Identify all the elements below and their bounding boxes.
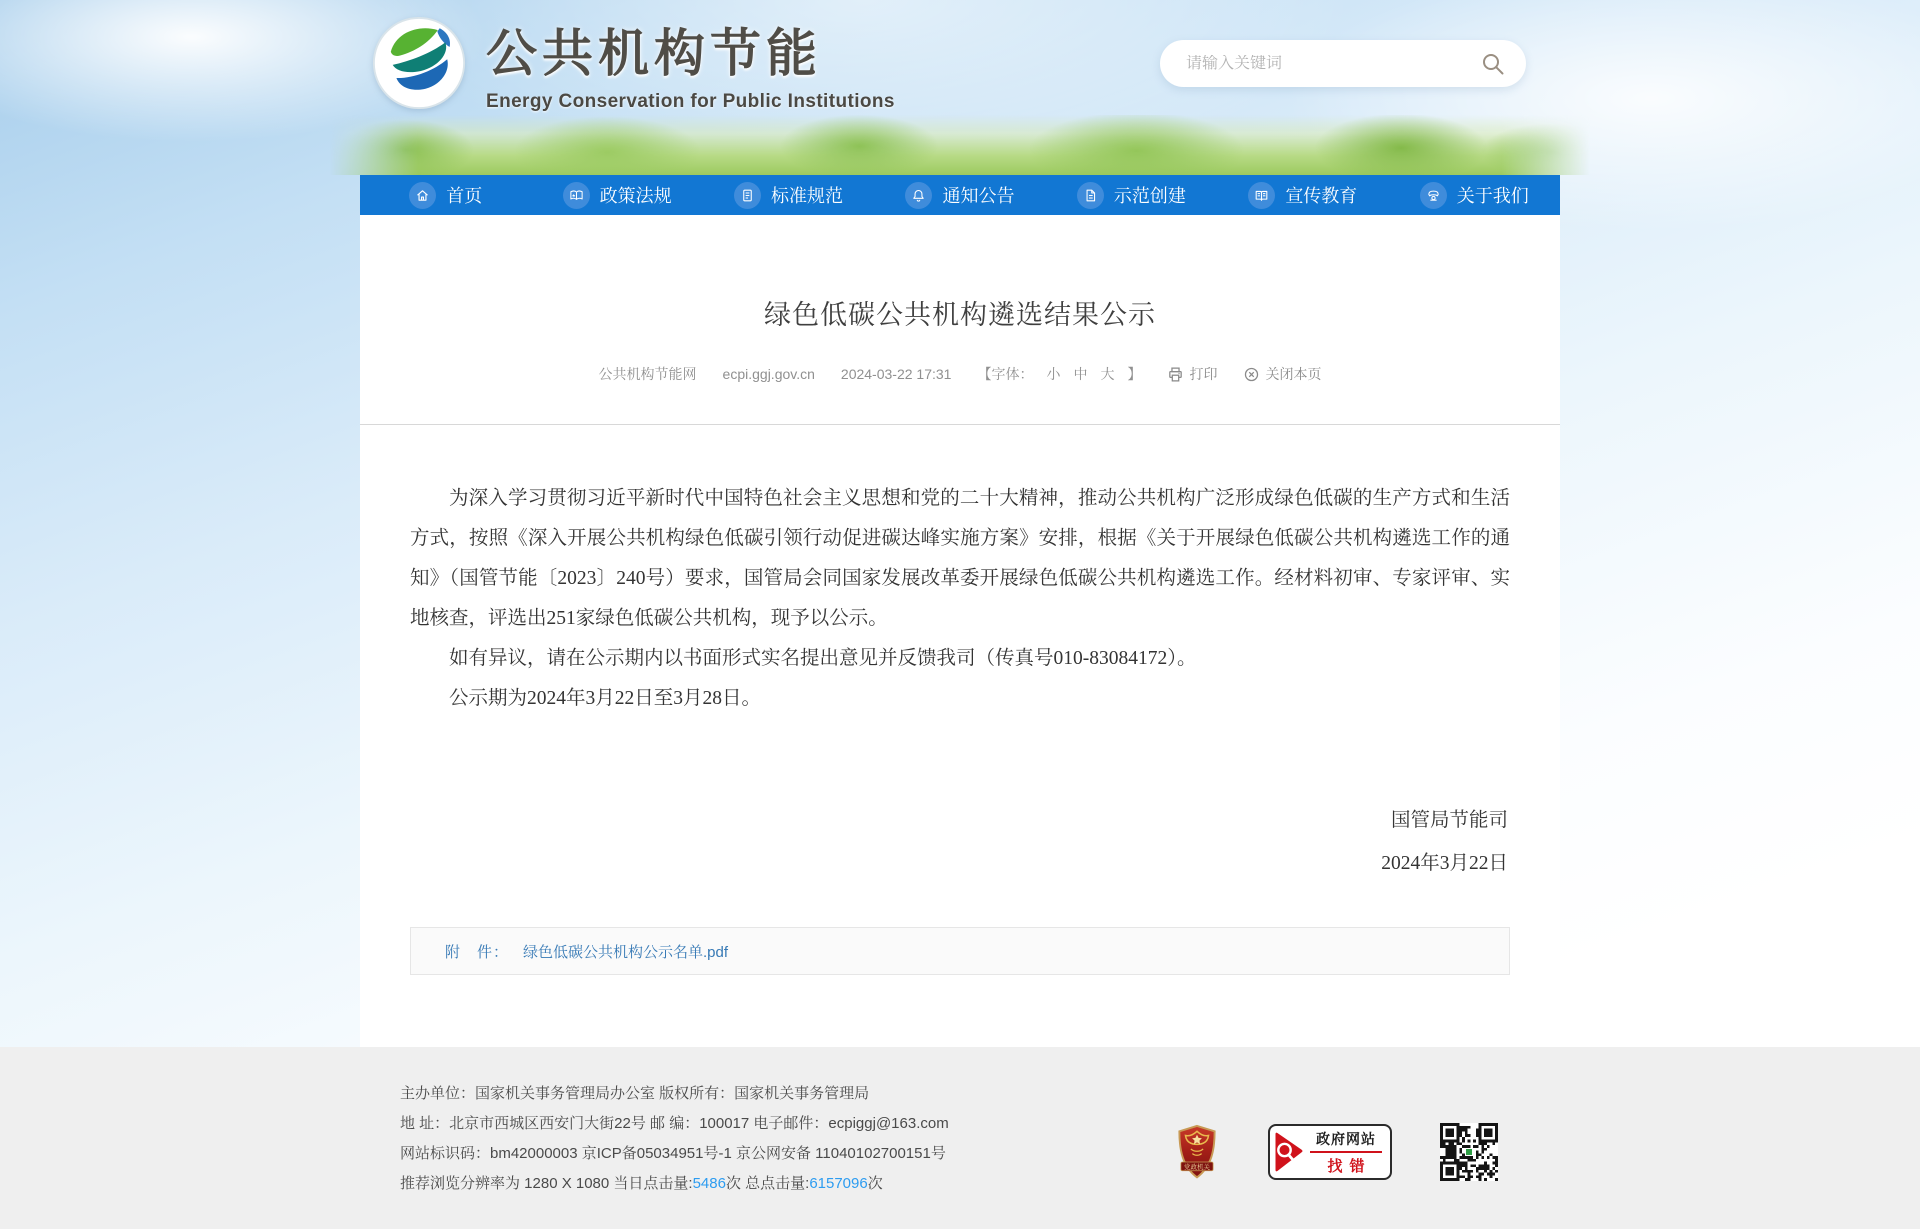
article (360, 293, 1560, 975)
article-body (410, 479, 1510, 719)
signature-org: 国管局节能司 (1390, 810, 1508, 831)
page-footer (0, 1047, 1920, 1229)
open-book-icon (1248, 182, 1275, 209)
signature-date: 2024年3月22日 (1381, 853, 1508, 874)
meta-divider (360, 424, 1560, 425)
error-report-divider (1310, 1151, 1382, 1153)
error-report-text (1310, 1129, 1382, 1176)
nav-item-label: 标准规范 (771, 186, 844, 206)
nav-item-label: 政策法规 (599, 186, 672, 206)
party-government-shield-badge (1174, 1123, 1220, 1181)
article-paragraph: 如有异议，请在公示期内以书面形式实名提出意见并反馈我司（传真号010-83084172）。 (449, 648, 1197, 669)
nav-item-label: 关于我们 (1456, 186, 1529, 206)
nav-item-education[interactable] (1217, 175, 1388, 215)
footer-line-host: 主办单位：国家机关事务管理局办公室 版权所有：国家机关事务管理局 (400, 1085, 870, 1102)
article-meta (410, 364, 1510, 384)
font-switcher-suffix: 】 (1127, 366, 1142, 382)
font-large-button[interactable]: 大 (1100, 366, 1115, 382)
search-input[interactable] (1186, 55, 1480, 73)
logo-globe-leaf-icon (372, 16, 466, 110)
policy-book-icon (563, 182, 590, 209)
meta-source: 公共机构节能网 (598, 366, 697, 382)
dangzheng-badge-label: 党政机关 (1184, 1163, 1210, 1171)
nav-item-label: 首页 (446, 186, 483, 206)
footer-badges (1174, 1105, 1498, 1199)
close-page-label: 关闭本页 (1265, 366, 1322, 382)
article-paragraph: 为深入学习贯彻习近平新时代中国特色社会主义思想和党的二十大精神，推动公共机构广泛形成绿色低碳的生产方式和生活方式，按照《深入开展公共机构绿色低碳引领行动促进碳达峰实施方案》安排，根据《关于开展绿色低碳公共机构遴选工作的通知》（国管节能〔2023〕240号）要求，国管局会同国家发展改革委开展绿色低碳公共机构遴选工作。经材料初审、专家评审、实地核查，评选出251家绿色低碳公共机构，现予以公示。 (410, 488, 1510, 629)
stats-mid: 次 总点击量: (725, 1175, 810, 1192)
nav-item-label: 示范创建 (1113, 186, 1186, 206)
attachment-link[interactable]: 绿色低碳公共机构公示名单.pdf (523, 943, 729, 961)
page-title: 绿色低碳公共机构遴选结果公示 (764, 300, 1156, 330)
footer-line-stats (400, 1169, 949, 1199)
total-hits-count: 6157096 (809, 1175, 868, 1192)
site-logo[interactable] (372, 12, 895, 113)
font-size-switcher (977, 364, 1141, 384)
print-button[interactable] (1167, 364, 1217, 384)
main-nav (360, 175, 1560, 215)
nav-item-policy[interactable] (531, 175, 702, 215)
footer-line-address: 地 址：北京市西城区西安门大街22号 邮 编：100017 电子邮件：ecpiggj@163.com (400, 1115, 949, 1132)
article-signature (410, 799, 1510, 885)
footer-inner (360, 1047, 1560, 1199)
footer-info (400, 1079, 949, 1199)
bell-icon (905, 182, 932, 209)
nav-item-label: 通知公告 (942, 186, 1015, 206)
error-report-bottom-label: 找错 (1327, 1157, 1372, 1175)
site-error-report-badge[interactable] (1268, 1124, 1392, 1180)
nav-item-label: 宣传教育 (1285, 186, 1358, 206)
nav-item-standard[interactable] (703, 175, 874, 215)
printer-icon (1167, 366, 1184, 383)
standard-doc-icon (734, 182, 761, 209)
nav-item-demonstration[interactable] (1046, 175, 1217, 215)
attachment-row (410, 927, 1510, 975)
qr-code-svg (1440, 1123, 1498, 1181)
logo-text (486, 12, 895, 113)
print-label: 打印 (1189, 366, 1218, 382)
phone-icon (1420, 182, 1447, 209)
circle-x-icon (1243, 366, 1260, 383)
close-page-button[interactable] (1243, 364, 1321, 384)
nav-item-notice[interactable] (874, 175, 1045, 215)
search-box (1160, 40, 1526, 87)
font-small-button[interactable]: 小 (1046, 366, 1061, 382)
home-icon (409, 182, 436, 209)
search-icon[interactable] (1480, 51, 1506, 77)
site-title: 公共机构节能 (486, 25, 823, 82)
article-paragraph: 公示期为2024年3月22日至3月28日。 (449, 688, 762, 709)
error-report-top-label: 政府网站 (1316, 1130, 1376, 1147)
meta-site: ecpi.ggj.gov.cn (722, 366, 815, 382)
site-subtitle: Energy Conservation for Public Institutions (486, 91, 895, 112)
nav-item-home[interactable] (360, 175, 531, 215)
site-banner (0, 0, 1920, 175)
meta-datetime: 2024-03-22 17:31 (840, 366, 952, 382)
attachment-label: 附 件： (445, 943, 510, 961)
font-medium-button[interactable]: 中 (1073, 366, 1088, 382)
content-panel (360, 215, 1560, 1047)
nav-item-about[interactable] (1389, 175, 1560, 215)
grass-decoration (330, 115, 1590, 175)
stats-suffix: 次 (867, 1175, 883, 1192)
error-report-magnifier-icon (1274, 1131, 1304, 1173)
daily-hits-count: 5486 (692, 1175, 726, 1192)
footer-line-icp: 网站标识码：bm42000003 京ICP备05034951号-1 京公网安备 11040102700151号 (400, 1145, 946, 1162)
stats-prefix: 推荐浏览分辨率为 1280 X 1080 当日点击量: (400, 1175, 693, 1192)
font-switcher-prefix: 【字体： (977, 366, 1034, 382)
demo-page-icon (1077, 182, 1104, 209)
